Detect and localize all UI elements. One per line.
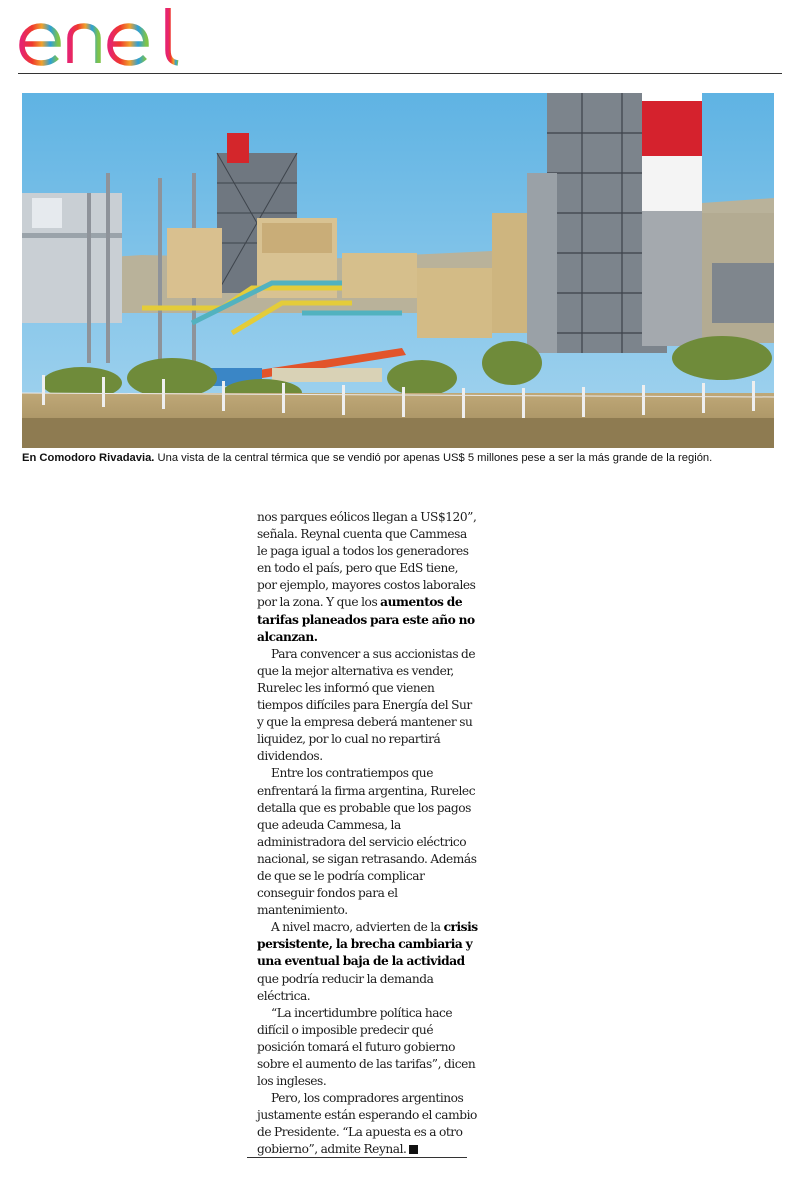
enel-logo [18,6,183,68]
enel-logo-graphic [18,6,183,68]
footer-rule [247,1157,467,1158]
article-paragraph-6 [257,1090,479,1158]
end-of-article-icon [409,1145,418,1154]
article-paragraph-4 [257,919,479,1004]
caption-lead: En Comodoro Rivadavia. [22,452,155,464]
paragraph-4-before: A nivel macro, advierten de la [271,920,444,935]
article-paragraph-5: “La incertidumbre política hace difícil o imposible predecir qué posición tomará el futuro gobierno sobre el aumento de las tarifas”, dicen los ingleses. [257,1005,476,1089]
paragraph-4-after: que podría reducir la demanda eléctrica. [257,971,434,1003]
article-paragraph-2: Para convencer a sus accionistas de que la mejor alternativa es vender, Rurelec les informó que vienen tiempos difíciles para Energía del Sur y que la empresa deberá mantener su liquidez, por lo cual no repartirá dividendos. [257,646,476,764]
caption-text: Una vista de la central térmica que se vendió por apenas US$ 5 millones pese a ser la más grande de la región. [154,452,713,464]
paragraph-1-text: nos parques eólicos llegan a US$120”, señala. Reynal cuenta que Cammesa le paga igual a todos los generadores en todo el país, pero que EdS tiene, por ejemplo, mayores costos laborales por la zona. Y que los [257,510,477,610]
article-paragraph-1 [257,509,479,646]
article-column [257,509,479,1159]
paragraph-1-highlight: aumentos de tarifas planeados para este año no alcanzan. [257,595,475,644]
paragraph-6-text: Pero, los compradores argentinos justamente están esperando el cambio de Presidente. “La apuesta es a otro gobierno”, admite Reynal. [257,1091,477,1157]
article-paragraph-3: Entre los contratiempos que enfrentará la firma argentina, Rurelec detalla que es probable que los pagos que adeuda Cammesa, la administradora del servicio eléctrico nacional, se sigan retrasando. Además de que se le podría complicar conseguir fondos para el mantenimiento. [257,766,477,918]
photo-caption [22,451,782,465]
paragraph-4-highlight: crisis persistente, la brecha cambiaria y una eventual baja de la actividad [257,920,478,969]
header-rule [18,73,782,74]
power-plant-photo [22,93,774,448]
